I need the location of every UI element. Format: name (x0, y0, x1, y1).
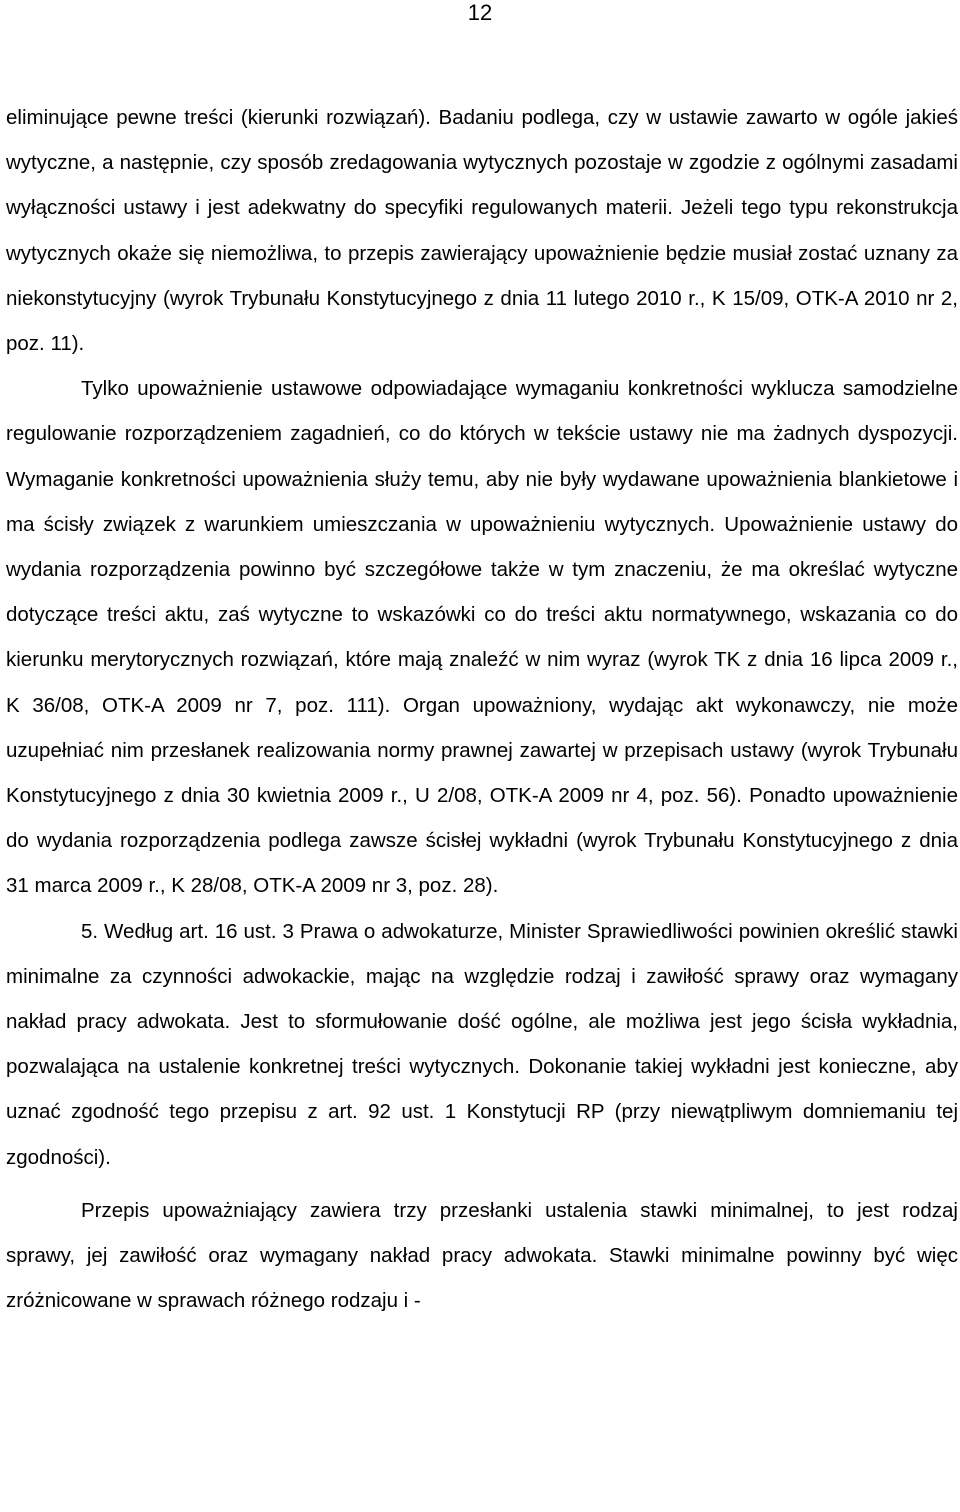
document-body (6, 95, 958, 1323)
paragraph-2: Tylko upoważnienie ustawowe odpowiadające wymaganiu konkretności wyklucza samodzielne regulowanie rozporządzeniem zagadnień, co do których w tekście ustawy nie ma żadnych dyspozycji. Wymaganie konkretności upoważnienia służy temu, aby nie były wydawane upoważnienia blankietowe i ma ścisły związek z warunkiem umieszczania w upoważnieniu wytycznych. Upoważnienie ustawy do wydania rozporządzenia powinno być szczegółowe także w tym znaczeniu, że ma określać wytyczne dotyczące treści aktu, zaś wytyczne to wskazówki co do treści aktu normatywnego, wskazania co do kierunku merytorycznych rozwiązań, które mają znaleźć w nim wyraz (wyrok TK z dnia 16 lipca 2009 r., K 36/08, OTK-A 2009 nr 7, poz. 111). Organ upoważniony, wydając akt wykonawczy, nie może uzupełniać nim przesłanek realizowania normy prawnej zawartej w przepisach ustawy (wyrok Trybunału Konstytucyjnego z dnia 30 kwietnia 2009 r., U 2/08, OTK-A 2009 nr 4, poz. 56). Ponadto upoważnienie do wydania rozporządzenia podlega zawsze ścisłej wykładni (wyrok Trybunału Konstytucyjnego z dnia 31 marca 2009 r., K 28/08, OTK-A 2009 nr 3, poz. 28). (6, 377, 958, 898)
paragraph-3: 5. Według art. 16 ust. 3 Prawa o adwokaturze, Minister Sprawiedliwości powinien określić stawki minimalne za czynności adwokackie, mając na względzie rodzaj i zawiłość sprawy oraz wymagany nakład pracy adwokata. Jest to sformułowanie dość ogólne, ale możliwa jest jego ścisła wykładnia, pozwalająca na ustalenie konkretnej treści wytycznych. Dokonanie takiej wykładni jest konieczne, aby uznać zgodność tego przepisu z art. 92 ust. 1 Konstytucji RP (przy niewątpliwym domniemaniu tej zgodności). (6, 919, 958, 1169)
page-number: 12 (467, 0, 493, 25)
paragraph-1: eliminujące pewne treści (kierunki rozwiązań). Badaniu podlega, czy w ustawie zawarto w ogóle jakieś wytyczne, a następnie, czy sposób zredagowania wytycznych pozostaje w zgodzie z ogólnymi zasadami wyłączności ustawy i jest adekwatny do specyfiki regulowanych materii. Jeżeli tego typu rekonstrukcja wytycznych okaże się niemożliwa, to przepis zawierający upoważnienie będzie musiał zostać uznany za niekonstytucyjny (wyrok Trybunału Konstytucyjnego z dnia 11 lutego 2010 r., K 15/09, OTK-A 2010 nr 2, poz. 11). (6, 106, 958, 356)
paragraph-4: Przepis upoważniający zawiera trzy przesłanki ustalenia stawki minimalnej, to jest rodzaj sprawy, jej zawiłość oraz wymagany nakład pracy adwokata. Stawki minimalne powinny być więc zróżnicowane w sprawach różnego rodzaju i - (6, 1198, 958, 1313)
